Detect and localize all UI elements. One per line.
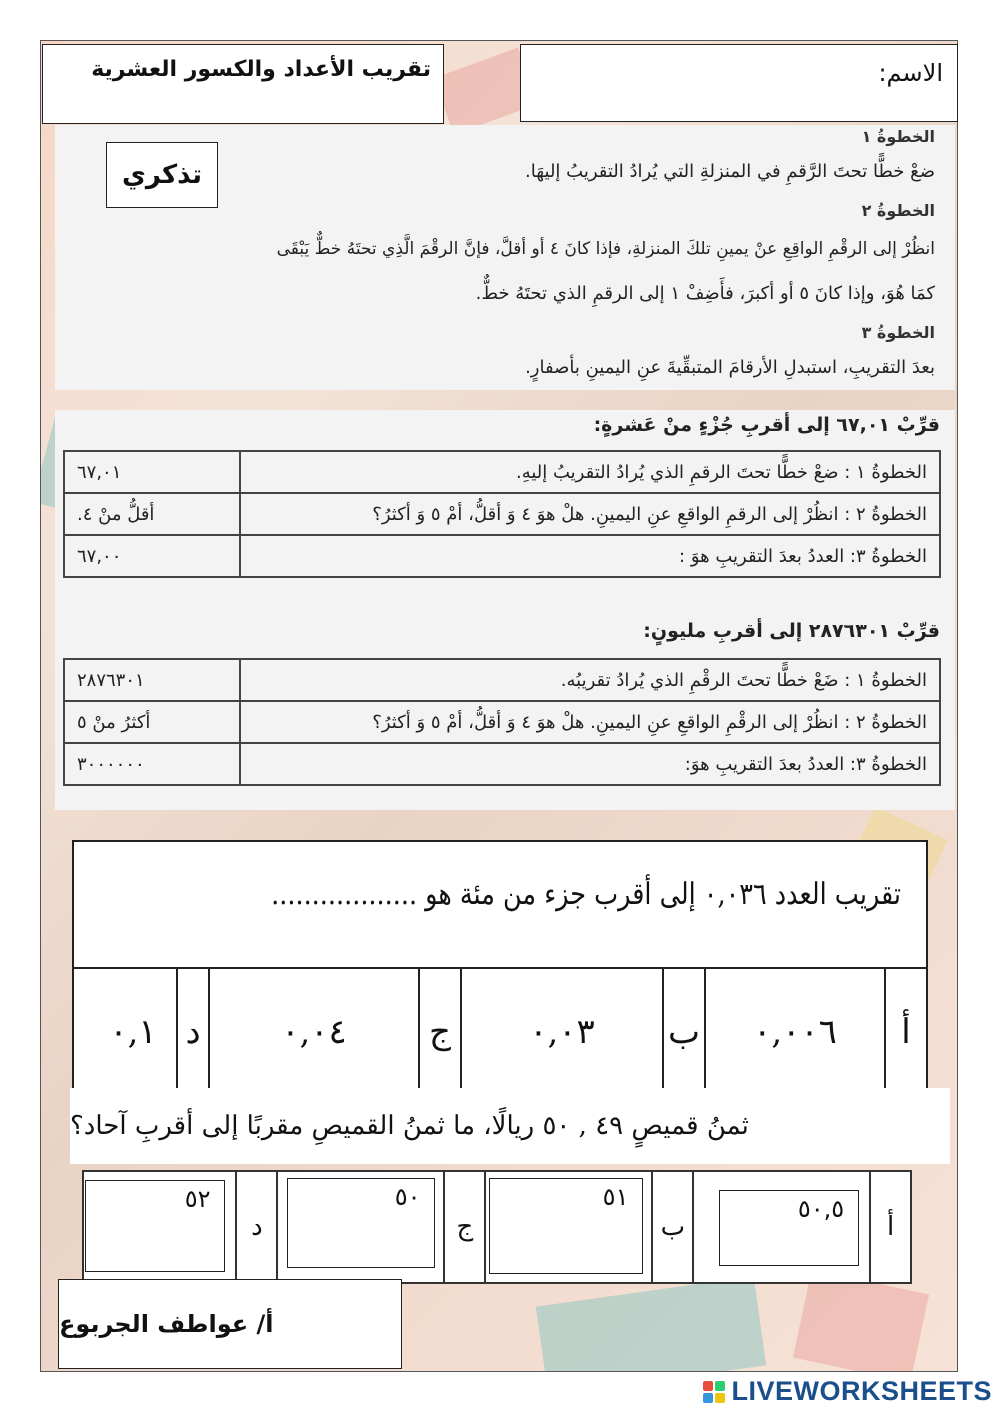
- option-letter: أ: [869, 1172, 910, 1282]
- step-cell: الخطوةُ ٣: العددُ بعدَ التقريبِ هوَ:: [240, 743, 940, 785]
- question1-options: [74, 967, 926, 1094]
- table-row: [64, 451, 940, 493]
- question1-panel: [72, 840, 928, 1094]
- step1-label: الخطوةُ ١: [861, 127, 935, 146]
- table-row: [64, 493, 940, 535]
- option-d[interactable]: ٠,١: [109, 1011, 157, 1052]
- value-cell: أكثرُ منْ ٥: [64, 701, 240, 743]
- brand-text: LIVEWORKSHEETS: [731, 1376, 992, 1406]
- table-row: [64, 659, 940, 701]
- example2-title: قرِّبْ ٢٨٧٦٣٠١ إلى أقربِ مليونٍ:: [643, 620, 940, 642]
- liveworksheets-logo-icon: [703, 1381, 725, 1403]
- name-label: الاسم:: [878, 59, 943, 87]
- teacher-name: أ/ عواطف الجربوع: [58, 1279, 402, 1369]
- option-d-cell: [84, 1172, 236, 1282]
- value-cell: ٣٠٠٠٠٠٠: [64, 743, 240, 785]
- step2-text-line2: كمَا هُوَ، وإذا كانَ ٥ أو أكبرَ، فأَضِفْ ١ إلى الرقمِ الذي تحتَهُ خطٌّ.: [475, 283, 935, 304]
- step1-text: ضعْ خطًّا تحتَ الرَّقمِ في المنزلةِ التي يُرادُ التقريبُ إليهَا.: [525, 161, 935, 182]
- option-letter: ب: [662, 969, 704, 1094]
- step3-label: الخطوةُ ٣: [861, 323, 935, 342]
- liveworksheets-brand[interactable]: [703, 1376, 992, 1407]
- step-cell: الخطوةُ ٢ : انظُرْ إلى الرقْمِ الواقعِ عنِ اليمينِ. هلْ هوَ ٤ وَ أقلُّ، أمْ ٥ وَ أكثرُ؟: [240, 701, 940, 743]
- question1-text: تقريب العدد ٠,٠٣٦ إلى أقرب جزء من مئة هو ..................: [271, 877, 901, 912]
- value-cell: ٦٧,٠٠: [64, 535, 240, 577]
- option-a[interactable]: ٠,٠٠٦: [704, 969, 884, 1094]
- option-b-cell: [486, 1172, 651, 1282]
- name-field[interactable]: [520, 44, 958, 122]
- option-c-cell: [278, 1172, 443, 1282]
- step2-label: الخطوةُ ٢: [861, 201, 935, 220]
- step-cell: الخطوةُ ١ : ضَعْ خطًّا تحتَ الرقْمِ الذي يُرادُ تقريبُه.: [240, 659, 940, 701]
- question2-text: ثمنُ قميصٍ ٤٩ , ٥٠ ريالًا، ما ثمنُ القميصِ مقربًا إلى أقربِ آحاد؟: [70, 1088, 950, 1164]
- option-a-cell: [694, 1172, 869, 1282]
- step2-text-line1: انظُرْ إلى الرقْمِ الواقِعِ عنْ يمينِ تلكَ المنزلةِ، فإذا كانَ ٤ أو أقلَّ، فإنَّ الرقْمَ الَّذِي تحتَهُ خطٌّ يَبْقَى: [276, 239, 935, 259]
- table-row: [64, 535, 940, 577]
- background-decoration: [793, 1270, 929, 1372]
- worksheet-title: تقريب الأعداد والكسور العشرية: [91, 57, 431, 82]
- option-letter: د: [235, 1172, 278, 1282]
- option-c[interactable]: ٥٠: [287, 1178, 435, 1268]
- worksheet-title-box: [42, 44, 444, 124]
- remember-badge: [106, 142, 218, 208]
- example1-title: قرِّبْ ٦٧,٠١ إلى أقربِ جُزْءٍ منْ عَشرةٍ:: [593, 414, 940, 436]
- step3-text: بعدَ التقريبِ، استبدلِ الأرقامَ المتبقِّيةَ عنِ اليمينِ بأصفارٍ.: [525, 357, 935, 378]
- step-cell: الخطوةُ ٣: العددُ بعدَ التقريبِ هوَ :: [240, 535, 940, 577]
- option-b[interactable]: ٠,٠٣: [460, 969, 662, 1094]
- value-cell: ٢٨٧٦٣٠١: [64, 659, 240, 701]
- option-b[interactable]: ٥١: [489, 1178, 643, 1274]
- table-row: [64, 701, 940, 743]
- option-c[interactable]: ٠,٠٤: [208, 969, 418, 1094]
- option-letter: أ: [884, 969, 926, 1094]
- remember-badge-label: تذكري: [122, 160, 202, 190]
- example2-table: [63, 658, 941, 786]
- option-a[interactable]: ٥٠,٥: [719, 1190, 859, 1266]
- value-cell: أقلُّ منْ ٤.: [64, 493, 240, 535]
- option-letter: ج: [443, 1172, 486, 1282]
- option-d[interactable]: ٥٢: [85, 1180, 225, 1272]
- option-letter: ج: [418, 969, 460, 1094]
- step-cell: الخطوةُ ١ : ضعْ خطًّا تحتَ الرقمِ الذي يُرادُ التقريبُ إليهِ.: [240, 451, 940, 493]
- examples-panel: [55, 410, 955, 810]
- option-letter: ب: [651, 1172, 694, 1282]
- table-row: [64, 743, 940, 785]
- example1-table: [63, 450, 941, 578]
- background-decoration: [536, 1276, 766, 1372]
- value-cell: ٦٧,٠١: [64, 451, 240, 493]
- question2-options: [82, 1170, 912, 1284]
- step-cell: الخطوةُ ٢ : انظُرْ إلى الرقمِ الواقعِ عنِ اليمينِ. هلْ هوَ ٤ وَ أقلُّ، أمْ ٥ وَ أكثرُ؟: [240, 493, 940, 535]
- option-letter: د: [176, 969, 208, 1094]
